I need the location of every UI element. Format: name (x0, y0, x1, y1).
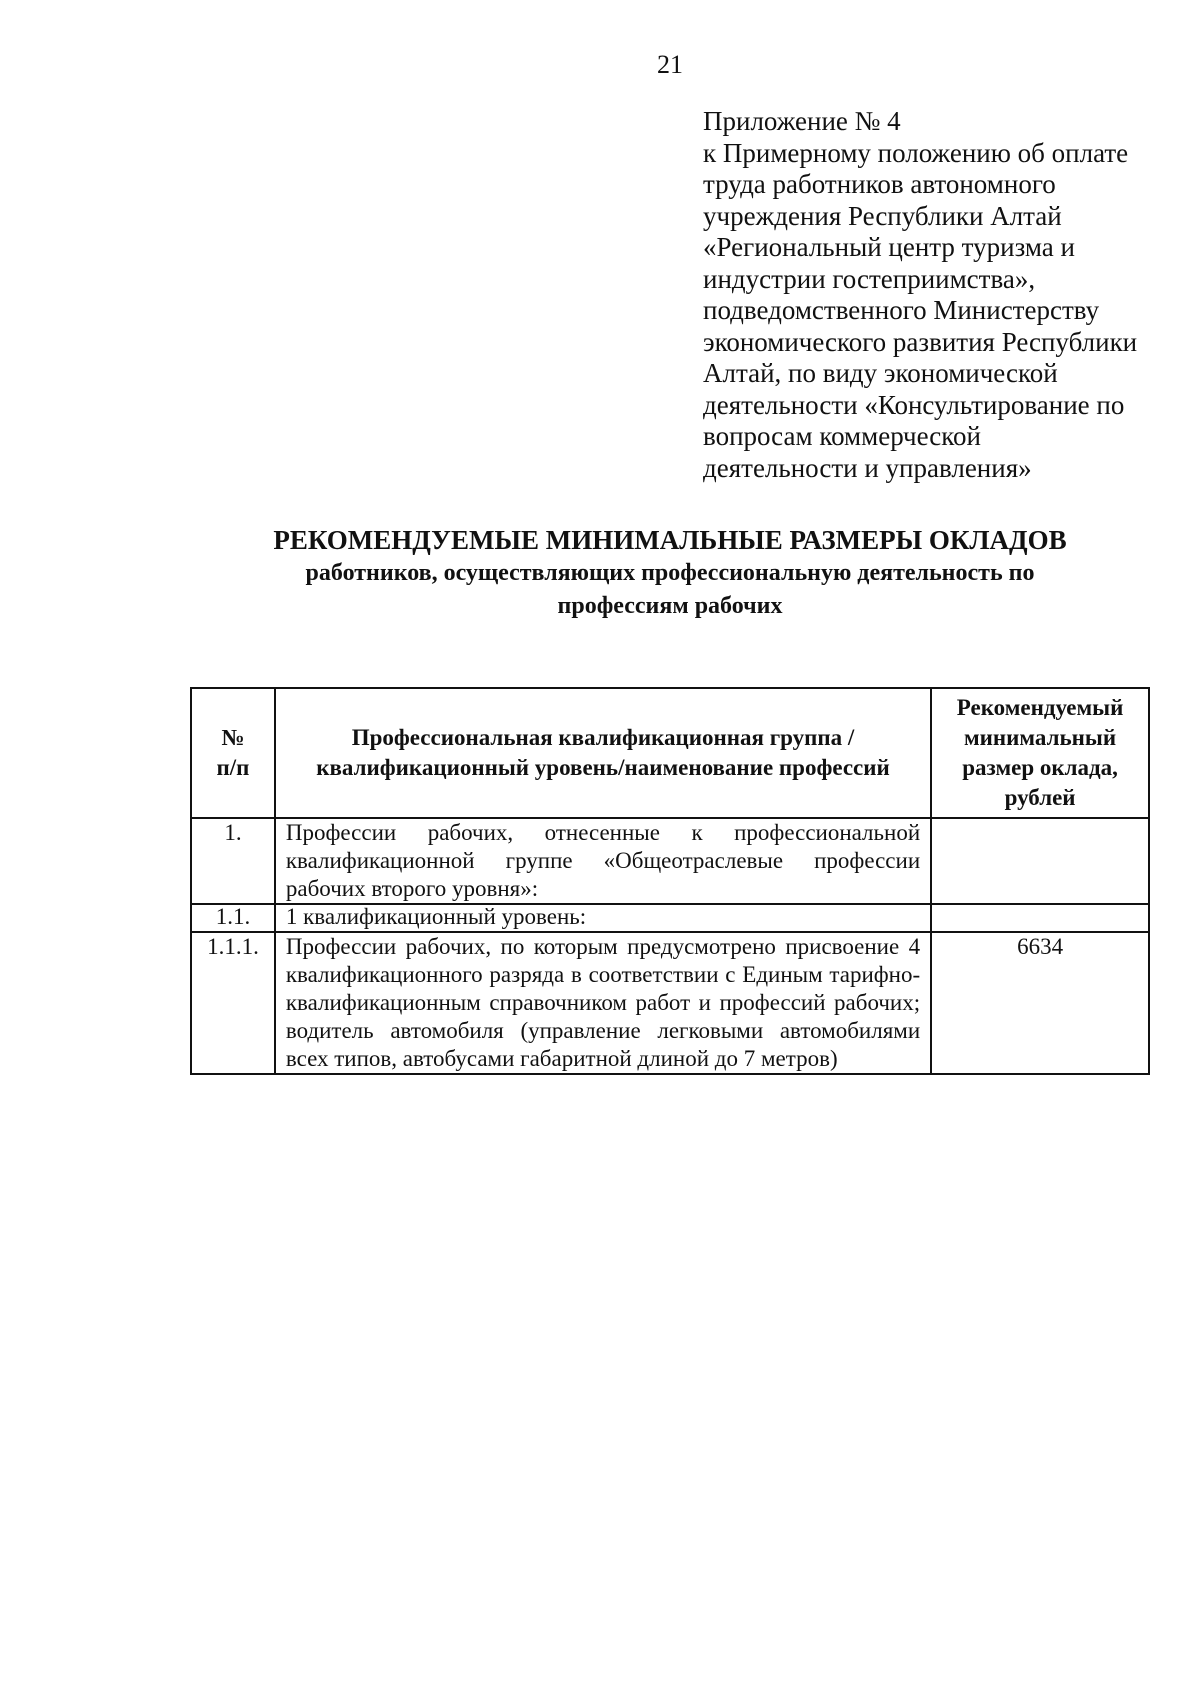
appendix-line: к Примерному положению об оплате (703, 137, 1129, 168)
appendix-line: труда работников автономного (703, 169, 1056, 199)
header-salary-line: рублей (1004, 785, 1076, 810)
appendix-line: экономического развития Республики (703, 326, 1138, 357)
appendix-line: Алтай, по виду экономической (703, 358, 1058, 388)
appendix-line: «Региональный центр туризма и (703, 232, 1075, 262)
appendix-line: деятельности и управления» (703, 452, 1032, 483)
header-profession-line: квалификационный уровень/наименование профессий (316, 755, 890, 780)
appendix-line: индустрии гостеприимства», (703, 263, 1036, 294)
row-profession: Профессии рабочих, по которым предусмотрено присвоение 4 квалификационного разряда в соответствии с Единым тарифно-квалификационным справочником работ и профессий рабочих; водитель автомобиля (управление легковыми автомобилями всех типов, автобусами габаритной длиной до 7 метров) (275, 932, 931, 1074)
row-salary (931, 818, 1149, 904)
appendix-line: вопросам коммерческой (703, 421, 981, 451)
table-header-row (191, 688, 1149, 818)
appendix-line: подведомственного Министерству (703, 295, 1100, 325)
appendix-note (703, 106, 1183, 484)
appendix-line: деятельности «Консультирование по (703, 389, 1125, 420)
header-salary-line: Рекомендуемый (956, 695, 1124, 720)
row-number: 1.1. (191, 904, 275, 932)
row-salary (931, 904, 1149, 932)
page-number: 21 (657, 50, 683, 79)
header-number-line: № (221, 725, 245, 750)
title-sub-line2: профессиям рабочих (557, 593, 783, 619)
title-main: РЕКОМЕНДУЕМЫЕ МИНИМАЛЬНЫЕ РАЗМЕРЫ ОКЛАДОВ (273, 525, 1067, 555)
row-profession: 1 квалификационный уровень: (275, 904, 931, 932)
header-profession (275, 688, 931, 818)
salary-table (190, 687, 1150, 1075)
header-salary-line: минимальный (963, 725, 1117, 750)
header-number (191, 688, 275, 818)
document-title (190, 523, 1150, 623)
table-row (191, 818, 1149, 904)
row-salary: 6634 (931, 932, 1149, 1074)
row-number: 1. (191, 818, 275, 904)
header-number-line: п/п (216, 755, 250, 780)
appendix-line: учреждения Республики Алтай (703, 200, 1062, 231)
header-salary-line: размер оклада, (962, 755, 1118, 780)
title-sub-line1: работников, осуществляющих профессиональную деятельность по (305, 560, 1035, 586)
header-salary (931, 688, 1149, 818)
appendix-line: Приложение № 4 (703, 106, 901, 136)
table-row (191, 932, 1149, 1074)
table-row (191, 904, 1149, 932)
row-profession: Профессии рабочих, отнесенные к профессиональной квалификационной группе «Общеотраслевые профессии рабочих второго уровня»: (275, 818, 931, 904)
row-number: 1.1.1. (191, 932, 275, 1074)
header-profession-line: Профессиональная квалификационная группа / (351, 725, 855, 750)
